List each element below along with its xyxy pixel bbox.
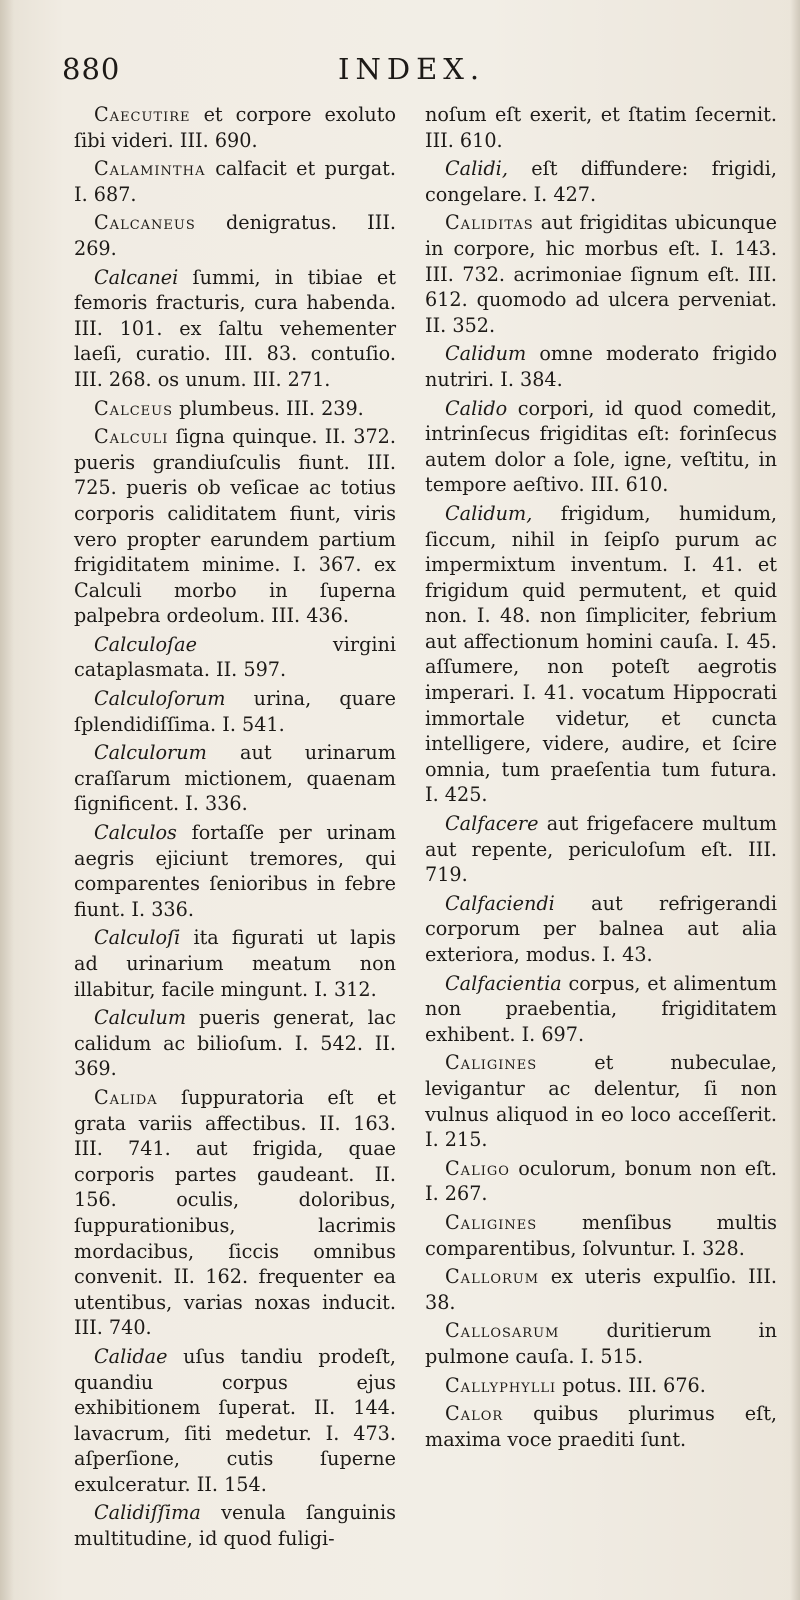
entry-text: ſummi, in tibiae et femoris fracturis, cura habenda. III. 101. ex ſaltu vehementer laeſi, curatio. III. 83. contuſio. III. 268. os unum. III. 271. xyxy=(74,265,396,391)
index-entry xyxy=(425,1050,777,1152)
index-entry xyxy=(425,156,777,207)
entry-headword: Calidae xyxy=(94,1344,168,1368)
entry-text: et nubeculae, levigantur ac delentur, ſi non vulnus aliquod in eo loco acceſſerit. I. 215. xyxy=(425,1051,777,1152)
entry-headword: Callyphylli xyxy=(445,1373,557,1397)
entry-headword: Caligines xyxy=(445,1210,538,1234)
entry-text: noſum eſt exerit, et ſtatim ſecernit. III. 610. xyxy=(425,103,777,152)
index-entry xyxy=(74,156,396,207)
index-entry xyxy=(425,1264,777,1315)
entry-text: venula ſanguinis multitudine, id quod fuligi- xyxy=(74,1501,396,1551)
page-title: INDEX. xyxy=(338,52,486,86)
entry-text: corpus, et alimentum non praebentia, frigiditatem exhibent. I. 697. xyxy=(425,971,777,1046)
index-entry xyxy=(425,210,777,338)
entry-headword: Calculos xyxy=(94,821,177,845)
entry-text: uſus tandiu prodeſt, quandiu corpus ejus exhibitionem ſuperat. II. 144. lavacrum, ſiti medetur. I. 473. aſperſione, cutis ſuperne exulceratur. II. 154. xyxy=(74,1344,396,1496)
entry-text: quibus plurimus eſt, maxima voce praediti ſunt. xyxy=(425,1402,777,1451)
index-entry xyxy=(425,1156,777,1207)
entry-text: aut refrigerandi corporum per balnea aut alia exteriora, modus. I. 43. xyxy=(425,891,777,966)
entry-headword: Callosarum xyxy=(445,1319,560,1343)
index-entry xyxy=(74,396,396,422)
index-entry xyxy=(74,210,396,261)
index-entry xyxy=(425,1401,777,1452)
entry-headword: Calculi xyxy=(94,425,169,449)
index-entry xyxy=(74,820,396,922)
index-entry xyxy=(74,265,396,393)
left-column xyxy=(74,102,396,1555)
entry-text: et corpore exoluto ſibi videri. III. 690. xyxy=(74,103,396,152)
gutter-shadow xyxy=(0,0,14,1600)
entry-text: plumbeus. III. 239. xyxy=(173,396,364,420)
entry-headword: Calfacientia xyxy=(445,971,562,995)
index-entry xyxy=(74,1344,396,1498)
index-entry xyxy=(425,891,777,968)
index-entry xyxy=(425,1373,777,1399)
entry-headword: Calceus xyxy=(94,396,174,420)
entry-text: potus. III. 676. xyxy=(556,1373,706,1397)
entry-headword: Calculorum xyxy=(94,741,207,765)
entry-text: fortaſſe per urinam aegris ejiciunt tremores, qui comparentes ſenioribus in febre fiunt. I. 336. xyxy=(74,821,396,921)
index-entry xyxy=(74,925,396,1002)
entry-headword: Calfacere xyxy=(445,812,539,836)
entry-text: frigidum, humidum, ſiccum, nihil in ſeipſo purum ac impermixtum inventum. I. 41. et frigidum quid permutent, et quid non. I. 48. non ſimpliciter, febrium aut affectionum homini cauſa. I. 45. aſſumere, non poteſt aegrotis imperari. I. 41. vocatum Hippocrati immortale videtur, et cuncta intelligere, videre, audire, et ſcire omnia, tum praeſentia tum futura. I. 425. xyxy=(425,501,777,807)
entry-text: urina, quare ſplendidiſſima. I. 541. xyxy=(74,687,396,736)
entry-text: eſt diffundere: frigidi, congelare. I. 427. xyxy=(425,157,777,206)
index-entry xyxy=(74,632,396,683)
entry-headword: Calidum, xyxy=(445,501,533,525)
entry-headword: Calaminthа xyxy=(94,157,206,181)
entry-headword: Calfaciendi xyxy=(445,891,555,915)
entry-headword: Caligo xyxy=(445,1156,510,1180)
entry-text: ſigna quinque. II. 372. pueris grandiuſculis fiunt. III. 725. pueris ob veſicae ac totius corporis caliditatem fiunt, viris vero propter earundem partium frigiditatem minime. I. 367. ex Calculi morbo in ſuperna palpebra ordeolum. III. 436. xyxy=(74,425,396,628)
index-entry xyxy=(425,501,777,808)
entry-text: ſuppuratoria eſt et grata variis affectibus. II. 163. III. 741. aut frigida, quae corporis partes gaudeant. II. 156. oculis, doloribus, ſuppurationibus, lacrimis mordacibus, ſiccis omnibus convenit. II. 162. frequenter ea utentibus, varias noxas inducit. III. 740. xyxy=(74,1085,396,1340)
entry-headword: Calidum xyxy=(445,342,527,366)
entry-headword: Calida xyxy=(94,1085,158,1109)
entry-text: virgini cataplasmata. II. 597. xyxy=(74,632,396,682)
entry-text: calfacit et purgat. I. 687. xyxy=(74,157,396,206)
index-entry xyxy=(74,424,396,629)
entry-headword: Caligines xyxy=(445,1051,538,1075)
entry-text: duritierum in pulmone cauſa. I. 515. xyxy=(425,1319,777,1368)
running-head xyxy=(0,52,800,92)
entry-text: ita figurati ut lapis ad urinarium meatum non illabitur, facile mingunt. I. 312. xyxy=(74,926,396,1001)
index-entry xyxy=(74,1085,396,1341)
index-entry xyxy=(74,102,396,153)
entry-headword: Calculoſae xyxy=(94,632,197,656)
entry-headword: Calidi, xyxy=(445,157,508,181)
entry-text: aut frigiditas ubicunque in corpore, hic morbus eſt. I. 143. III. 732. acrimoniae ſignum eſt. III. 612. quomodo ad ulcera perveniat. II. 352. xyxy=(425,211,777,337)
index-entry xyxy=(74,1005,396,1082)
index-entry xyxy=(425,1318,777,1369)
entry-headword: Callorum xyxy=(445,1265,540,1289)
entry-headword: Calido xyxy=(445,396,508,420)
entry-text: denigratus. III. 269. xyxy=(74,211,396,260)
index-entry xyxy=(425,341,777,392)
page-edge-shadow xyxy=(790,0,800,1600)
index-entry xyxy=(74,686,396,737)
entry-text: oculorum, bonum non eſt. I. 267. xyxy=(425,1156,777,1206)
entry-headword: Calculoſorum xyxy=(94,687,226,711)
index-entry xyxy=(425,811,777,888)
entry-headword: Calidiſſima xyxy=(94,1501,201,1525)
right-column xyxy=(425,102,777,1455)
entry-headword: Calculum xyxy=(94,1006,187,1030)
entry-text: corpori, id quod comedit, intrinſecus frigiditas eſt: forinſecus autem dolor a ſole, igne, veſtitu, in tempore aeſtivo. III. 610. xyxy=(425,396,777,497)
index-entry xyxy=(425,971,777,1048)
entry-headword: Calculoſi xyxy=(94,926,181,950)
index-entry xyxy=(425,1210,777,1261)
index-entry xyxy=(425,396,777,498)
entry-headword: Caliditas xyxy=(445,211,534,235)
entry-headword: Caecutire xyxy=(94,103,191,126)
entry-headword: Calcanei xyxy=(94,265,179,289)
index-entry xyxy=(74,740,396,817)
entry-headword: Calor xyxy=(445,1402,504,1426)
entry-text: ex uteris expulſio. III. 38. xyxy=(425,1265,777,1314)
index-entry xyxy=(74,1500,396,1551)
entry-text: aut frigefacere multum aut repente, periculoſum eſt. III. 719. xyxy=(425,812,777,887)
entry-headword: Calcaneus xyxy=(94,211,196,235)
entry-text: pueris generat, lac calidum ac bilioſum. I. 542. II. 369. xyxy=(74,1006,396,1081)
entry-text: omne moderato frigido nutriri. I. 384. xyxy=(425,342,777,391)
index-entry xyxy=(425,102,777,153)
entry-text: menſibus multis comparentibus, ſolvuntur. I. 328. xyxy=(425,1210,777,1260)
page-number: 880 xyxy=(62,52,121,86)
entry-text: aut urinarum craſſarum mictionem, quaenam ſignificent. I. 336. xyxy=(74,741,396,816)
